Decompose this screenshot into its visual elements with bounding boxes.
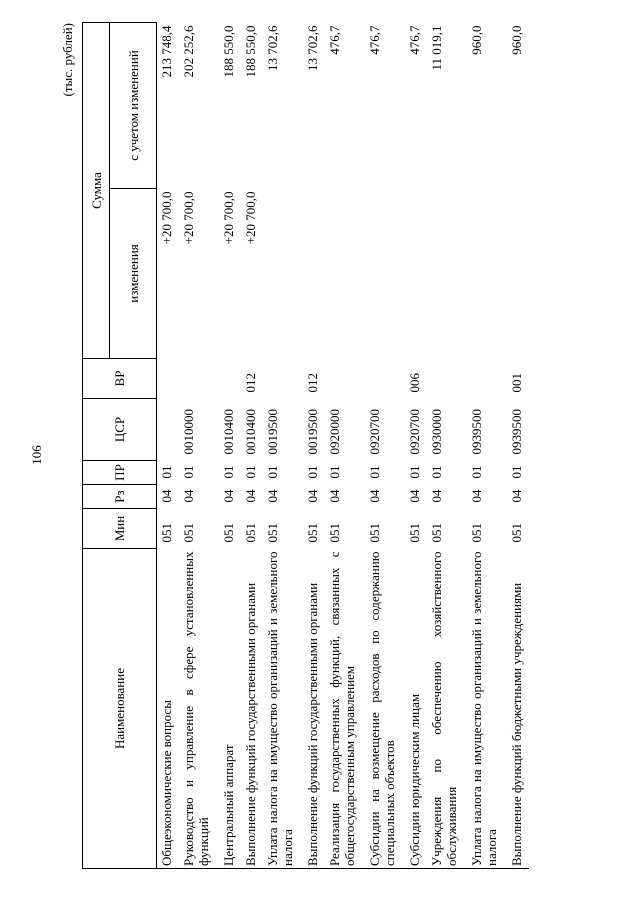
- row-vr: 012: [304, 373, 320, 393]
- row-rz: 04: [304, 489, 320, 503]
- row-rz: 04: [180, 489, 196, 503]
- row-total: 13 702,6: [264, 25, 280, 71]
- row-name: Субсидии на возмещение расходов по содержанию специальных объектов: [365, 549, 405, 869]
- header-sum: Сумма: [83, 23, 110, 359]
- row-min: 051: [508, 523, 524, 543]
- row-rz: 04: [366, 489, 382, 503]
- row-min: 051: [366, 523, 382, 543]
- row-total: 960,0: [468, 25, 484, 55]
- budget-table: [82, 22, 529, 869]
- row-pr: 01: [406, 465, 422, 479]
- row-csr: 0920000: [326, 409, 342, 455]
- row-csr: 0010000: [180, 409, 196, 455]
- row-min: 051: [304, 523, 320, 543]
- row-change: [427, 189, 467, 359]
- header-name: Наименование: [83, 549, 157, 869]
- row-change: [405, 189, 427, 359]
- row-csr: 0939500: [468, 409, 484, 455]
- table-body: [157, 23, 529, 869]
- row-csr: 0930000: [428, 409, 444, 455]
- row-csr: 0019500: [304, 409, 320, 455]
- table-row: [263, 23, 303, 869]
- row-pr: 01: [159, 465, 174, 479]
- row-pr: 01: [366, 465, 382, 479]
- row-pr: 01: [220, 465, 236, 479]
- row-csr: 0939500: [508, 409, 524, 455]
- row-min: 051: [220, 523, 236, 543]
- row-min: 051: [264, 523, 280, 543]
- row-pr: 01: [508, 465, 524, 479]
- row-pr: 01: [428, 465, 444, 479]
- row-min: 051: [406, 523, 422, 543]
- row-change: [263, 189, 303, 359]
- row-rz: 04: [242, 489, 258, 503]
- header-pr: ПР: [83, 461, 157, 485]
- row-min: 051: [428, 523, 444, 543]
- row-change: [507, 189, 529, 359]
- row-change: +20 700,0: [220, 191, 236, 245]
- row-pr: 01: [468, 465, 484, 479]
- row-vr: 006: [406, 373, 422, 393]
- row-name: Выполнение функций государственными органами: [303, 549, 325, 869]
- row-change: +20 700,0: [180, 191, 196, 245]
- row-total: 13 702,6: [304, 25, 320, 71]
- row-vr: [467, 359, 507, 399]
- table-row: [467, 23, 507, 869]
- row-rz: 04: [264, 489, 280, 503]
- row-total: 960,0: [508, 25, 524, 55]
- units-note: (тыс. рублей): [60, 23, 75, 97]
- header-with-changes: с учетом изменений: [110, 23, 157, 189]
- row-vr: 012: [242, 373, 258, 393]
- row-vr: [157, 359, 179, 399]
- row-name: Общеэкономические вопросы: [157, 549, 179, 869]
- row-pr: 01: [264, 465, 280, 479]
- row-csr: 0010400: [242, 409, 258, 455]
- row-min: 051: [468, 523, 484, 543]
- row-total: 188 550,0: [242, 25, 258, 78]
- table-row: [405, 23, 427, 869]
- row-min: 051: [242, 523, 258, 543]
- header-rz: Рз: [83, 485, 157, 509]
- row-csr: 0920700: [366, 409, 382, 455]
- row-vr: [263, 359, 303, 399]
- header-csr: ЦСР: [83, 399, 157, 461]
- row-rz: 04: [428, 489, 444, 503]
- row-pr: 01: [326, 465, 342, 479]
- row-total: 476,7: [406, 25, 422, 55]
- row-rz: 04: [220, 489, 236, 503]
- table-row: [427, 23, 467, 869]
- row-name: Выполнение функций государственными органами: [241, 549, 263, 869]
- row-name: Субсидии юридическим лицам: [405, 549, 427, 869]
- row-vr: [179, 359, 219, 399]
- header-change: изменения: [110, 189, 157, 359]
- row-min: 051: [326, 523, 342, 543]
- table-row: [219, 23, 241, 869]
- row-rz: 04: [159, 489, 174, 503]
- row-total: 188 550,0: [220, 25, 236, 78]
- row-name: Учреждения по обеспечению хозяйственного обслуживания: [427, 549, 467, 869]
- row-pr: 01: [304, 465, 320, 479]
- row-total: 213 748,4: [159, 25, 174, 78]
- row-change: +20 700,0: [159, 191, 174, 245]
- row-vr: 001: [508, 373, 524, 393]
- table-row: [325, 23, 365, 869]
- table-row: [179, 23, 219, 869]
- row-pr: 01: [180, 465, 196, 479]
- table-header: [83, 23, 157, 869]
- row-rz: 04: [326, 489, 342, 503]
- row-name: Уплата налога на имущество организаций и земельного налога: [263, 549, 303, 869]
- row-name: Уплата налога на имущество организаций и земельного налога: [467, 549, 507, 869]
- row-change: +20 700,0: [242, 191, 258, 245]
- row-total: 202 252,6: [180, 25, 196, 78]
- row-vr: [365, 359, 405, 399]
- table-row: [507, 23, 529, 869]
- row-min: 051: [180, 523, 196, 543]
- row-vr: [325, 359, 365, 399]
- row-csr: [157, 399, 179, 461]
- row-pr: 01: [242, 465, 258, 479]
- header-vr: ВР: [83, 359, 157, 399]
- row-change: [467, 189, 507, 359]
- row-rz: 04: [508, 489, 524, 503]
- rotated-page-content: [60, 23, 630, 869]
- row-rz: 04: [468, 489, 484, 503]
- row-change: [325, 189, 365, 359]
- table-row: [365, 23, 405, 869]
- row-total: 476,7: [326, 25, 342, 55]
- page-number: 106: [28, 445, 44, 465]
- table-row: [303, 23, 325, 869]
- row-min: 051: [159, 523, 174, 543]
- row-vr: [427, 359, 467, 399]
- row-csr: 0019500: [264, 409, 280, 455]
- row-name: Реализация государственных функций, связанных с общегосударственным управлением: [325, 549, 365, 869]
- row-vr: [219, 359, 241, 399]
- row-total: 11 019,1: [428, 25, 444, 71]
- table-row: [157, 23, 179, 869]
- row-change: [365, 189, 405, 359]
- row-csr: 0920700: [406, 409, 422, 455]
- row-rz: 04: [406, 489, 422, 503]
- row-total: 476,7: [366, 25, 382, 55]
- row-csr: 0010400: [220, 409, 236, 455]
- header-min: Мин: [83, 509, 157, 549]
- table-row: [241, 23, 263, 869]
- row-name: Выполнение функций бюджетными учреждениями: [507, 549, 529, 869]
- row-change: [303, 189, 325, 359]
- row-name: Центральный аппарат: [219, 549, 241, 869]
- row-name: Руководство и управление в сфере установленных функций: [179, 549, 219, 869]
